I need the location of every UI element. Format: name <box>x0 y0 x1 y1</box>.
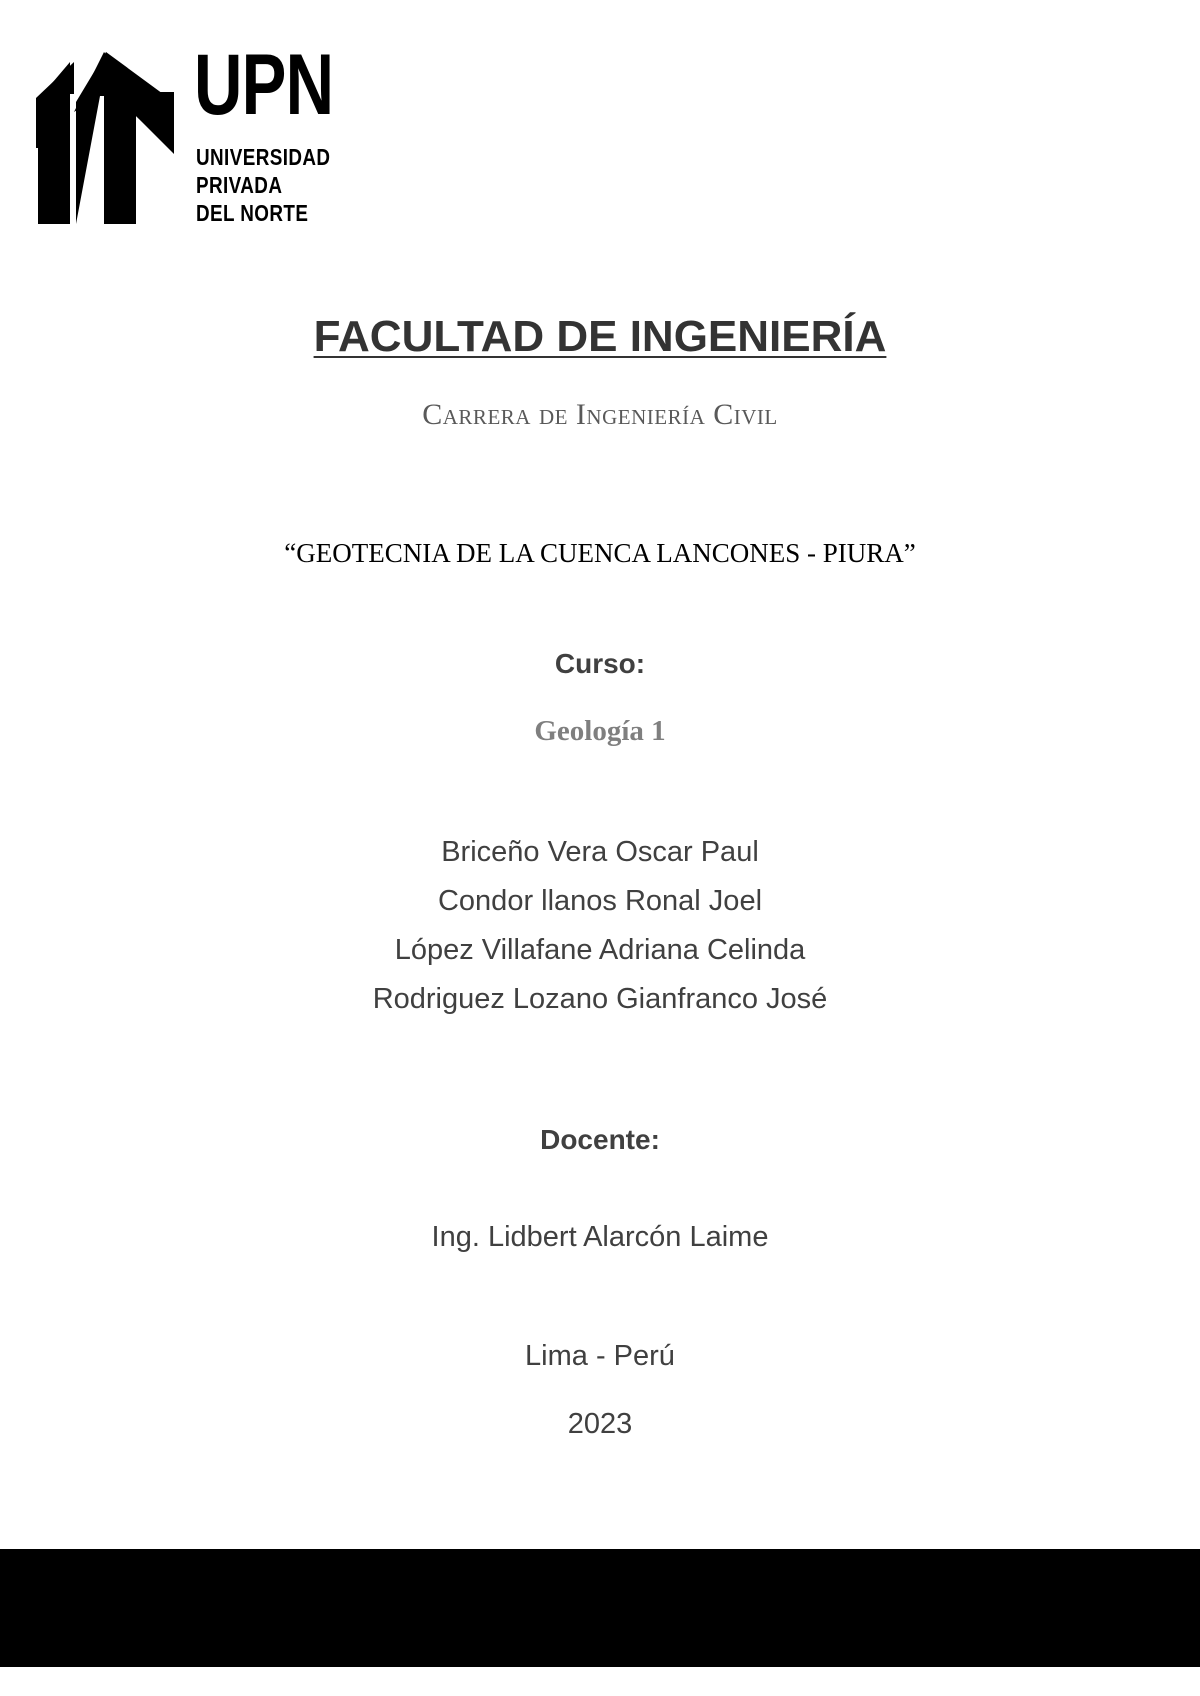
footer-black-bar <box>0 1549 1200 1667</box>
course-value: Geología 1 <box>534 715 666 747</box>
student-name: Briceño Vera Oscar Paul <box>441 836 759 868</box>
faculty-title: FACULTAD DE INGENIERÍA <box>313 312 887 361</box>
logo-line-universidad: UNIVERSIDAD <box>196 144 331 170</box>
course-label: Curso: <box>554 648 646 679</box>
year-text: 2023 <box>567 1408 633 1440</box>
university-logo <box>36 37 356 232</box>
student-name: Condor llanos Ronal Joel <box>437 885 763 917</box>
student-list <box>0 828 1200 1024</box>
student-name: Rodriguez Lozano Gianfranco José <box>372 983 828 1015</box>
career-subtitle: Carrera de Ingeniería Civil <box>422 398 778 431</box>
logo-line-del-norte: DEL NORTE <box>196 200 309 226</box>
teacher-name: Ing. Lidbert Alarcón Laime <box>431 1221 769 1253</box>
upn-arrow-logo-icon <box>36 52 176 224</box>
project-title: “GEOTECNIA DE LA CUENCA LANCONES - PIURA” <box>284 538 916 568</box>
place-text: Lima - Perú <box>525 1340 675 1372</box>
logo-line-privada: PRIVADA <box>196 172 283 198</box>
student-name: López Villafane Adriana Celinda <box>394 934 806 966</box>
teacher-label: Docente: <box>540 1124 660 1155</box>
logo-acronym: UPN <box>194 37 334 133</box>
